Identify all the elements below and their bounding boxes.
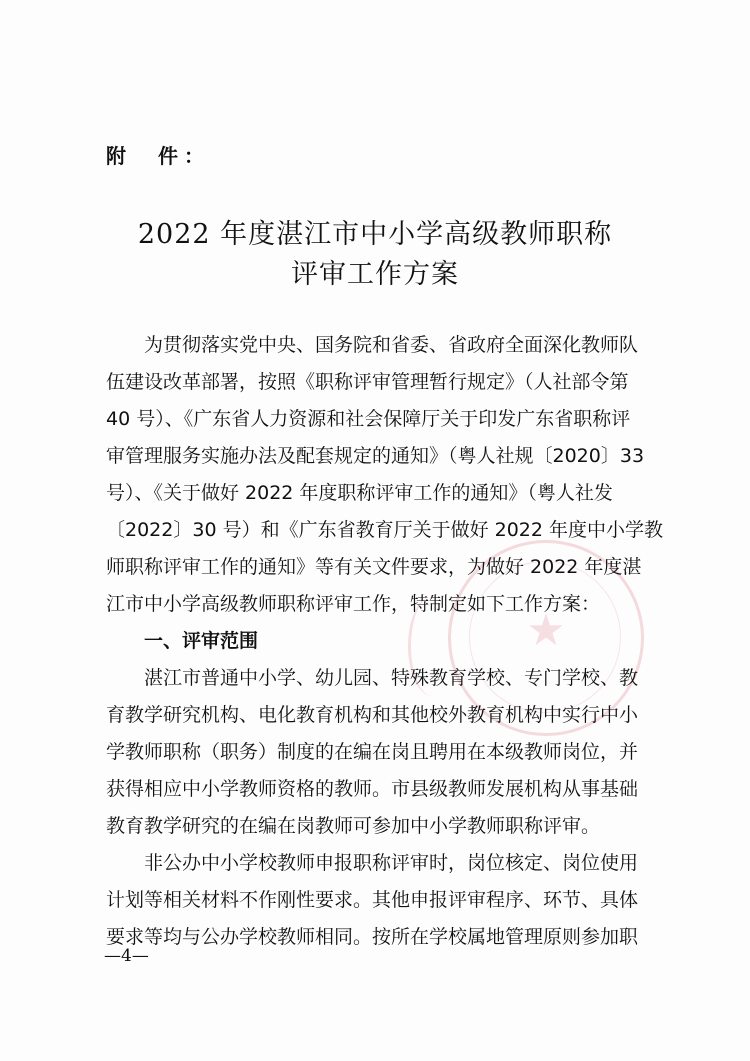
- paragraph-line: 江市中小学高级教师职称评审工作，特制定如下工作方案：: [106, 593, 601, 615]
- section-heading: 一、评审范围: [144, 630, 259, 652]
- paragraph-line: 40 号）、《广东省人力资源和社会保障厅关于印发广东省职称评: [106, 408, 631, 430]
- paragraph-line: 非公办中小学校教师申报职称评审时，岗位核定、岗位使用: [144, 852, 639, 874]
- document-title-line-2: 评审工作方案: [291, 259, 459, 290]
- paragraph-line: 〔2022〕30 号）和《广东省教育厅关于做好 2022 年度中小学教: [106, 519, 664, 541]
- paragraph-line: 获得相应中小学教师资格的教师。市县级教师发展机构从事基础: [106, 778, 639, 800]
- paragraph-line: 湛江市普通中小学、幼儿园、特殊教育学校、专门学校、教: [144, 667, 639, 689]
- seal-star-icon: ★: [526, 605, 566, 656]
- paragraph-line: 育教学研究机构、电化教育机构和其他校外教育机构中实行中小: [106, 704, 639, 726]
- paragraph-line: 计划等相关材料不作刚性要求。其他申报评审程序、环节、具体: [106, 889, 639, 911]
- document-title-line-1: 2022 年度湛江市中小学高级教师职称: [137, 219, 613, 250]
- page-number: —4—: [104, 946, 149, 966]
- paragraph-line: 审管理服务实施办法及配套规定的通知》（粤人社规〔2020〕33: [106, 445, 645, 467]
- paragraph-line: 伍建设改革部署，按照《职称评审管理暂行规定》（人社部令第: [106, 371, 629, 393]
- paragraph-line: 教育教学研究的在编在岗教师可参加中小学教师职称评审。: [106, 815, 601, 837]
- paragraph-line: 号）、《关于做好 2022 年度职称评审工作的通知》（粤人社发: [106, 482, 613, 504]
- paragraph-line: 学教师职称（职务）制度的在编在岗且聘用在本级教师岗位，并: [106, 741, 639, 763]
- paragraph-line: 要求等均与公办学校教师相同。按所在学校属地管理原则参加职: [106, 926, 639, 948]
- attachment-label: 附 件：: [106, 144, 210, 168]
- paragraph-line: 为贯彻落实党中央、国务院和省委、省政府全面深化教师队: [144, 334, 639, 356]
- paragraph-line: 师职称评审工作的通知》等有关文件要求，为做好 2022 年度湛: [106, 556, 642, 578]
